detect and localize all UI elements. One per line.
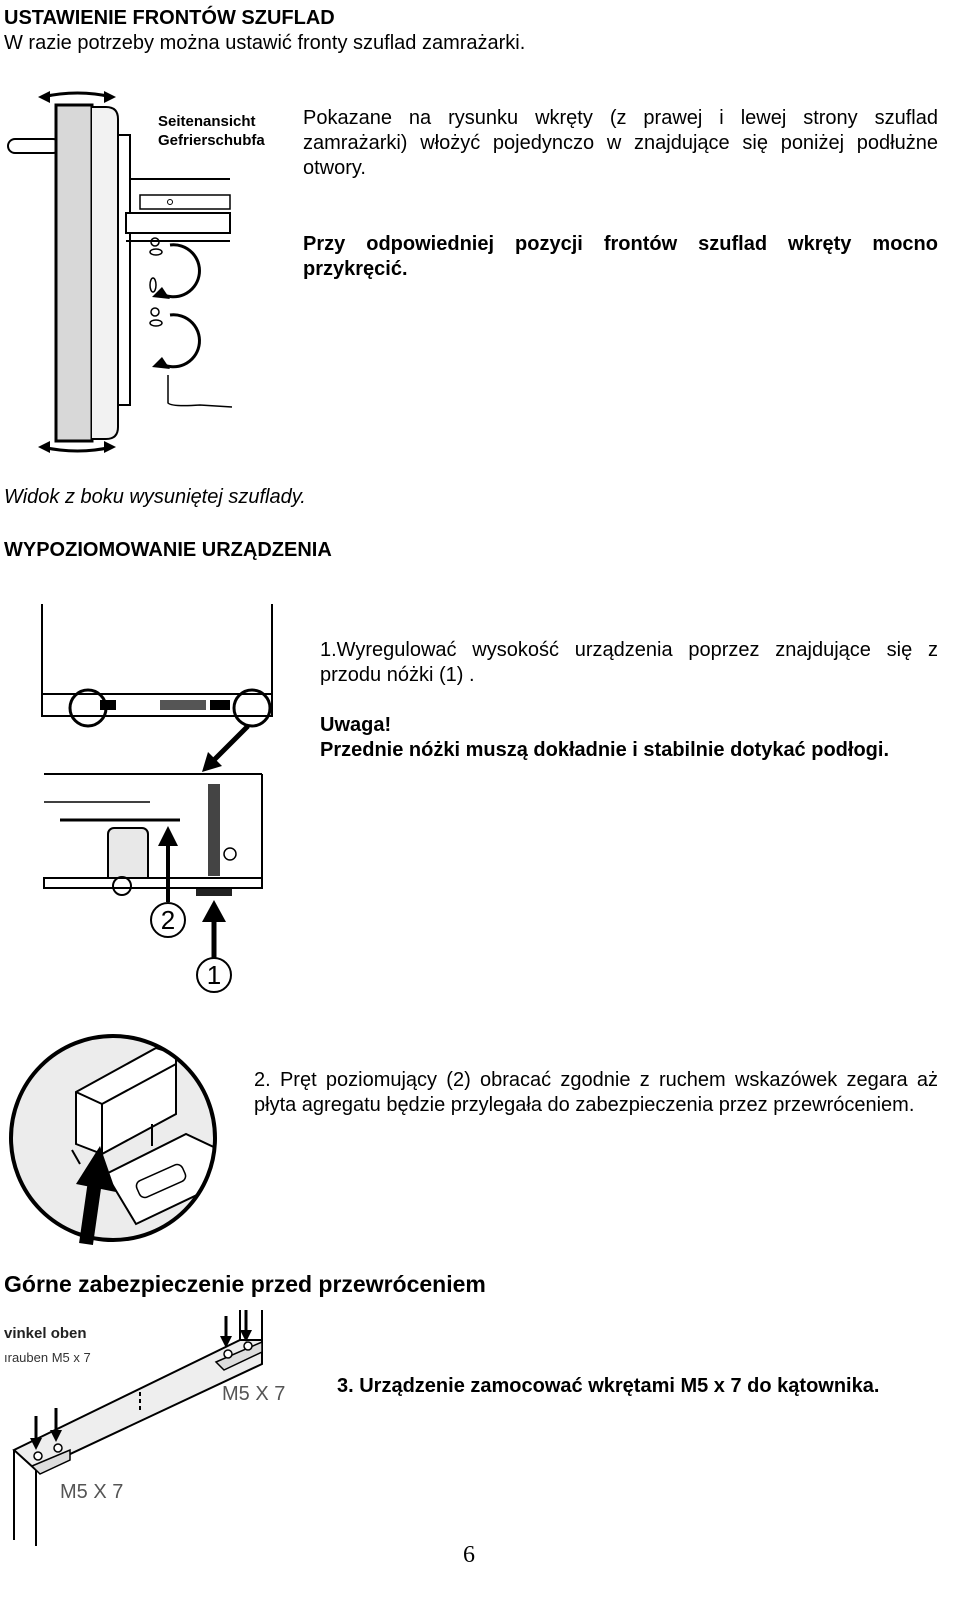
figure-caption: Widok z boku wysuniętej szuflady. xyxy=(4,486,306,508)
leveling-feet-figure xyxy=(30,602,280,1000)
page-number: 6 xyxy=(463,1542,475,1568)
figure-label-freezer-drawer: Gefrierschubfa xyxy=(158,132,265,149)
figure-label-side-view: Seitenansicht xyxy=(158,113,256,130)
step-2-text: 2. Pręt poziomujący (2) obracać zgodnie z ruchem wskazówek zegara aż płyta agregatu będzie przylegała do zabezpieczenia przez przewróceniem. xyxy=(254,1069,938,1116)
top-anchor-figure xyxy=(0,1310,300,1550)
section-title-drawer-fronts: USTAWIENIE FRONTÓW SZUFLAD xyxy=(4,7,335,29)
paragraph-screws-insert: Pokazane na rysunku wkręty (z prawej i lewej strony szuflad zamrażarki) włożyć pojedynczo w znajdujące się poniżej podłużne otwory. xyxy=(303,107,938,179)
paragraph-screws-tighten: Przy odpowiedniej pozycji frontów szuflad wkręty mocno przykręcić. xyxy=(303,233,938,280)
step-3-text: 3. Urządzenie zamocować wkrętami M5 x 7 do kątownika. xyxy=(337,1375,880,1397)
leveling-rod-figure xyxy=(6,1034,220,1244)
section-title-leveling: WYPOZIOMOWANIE URZĄDZENIA xyxy=(4,539,332,561)
step-1-text: 1.Wyregulować wysokość urządzenia poprzez znajdujące się z przodu nóżki (1) . xyxy=(320,639,938,686)
warning-title: Uwaga! xyxy=(320,714,392,736)
figure-label-m5-right: M5 X 7 xyxy=(222,1383,286,1405)
callout-2-label: 2 xyxy=(160,905,176,935)
figure-label-bracket-top: vinkel oben xyxy=(4,1325,87,1342)
section-title-top-anchor: Górne zabezpieczenie przed przewróceniem xyxy=(4,1271,486,1297)
warning-text: Przednie nóżki muszą dokładnie i stabilnie dotykać podłogi. xyxy=(320,739,889,761)
figure-label-screws: ırauben M5 x 7 xyxy=(4,1350,91,1365)
callout-1-label: 1 xyxy=(206,960,222,990)
section-intro: W razie potrzeby można ustawić fronty szuflad zamrażarki. xyxy=(4,32,526,54)
drawer-side-view-figure xyxy=(0,85,270,460)
figure-label-m5-left: M5 X 7 xyxy=(60,1481,124,1503)
